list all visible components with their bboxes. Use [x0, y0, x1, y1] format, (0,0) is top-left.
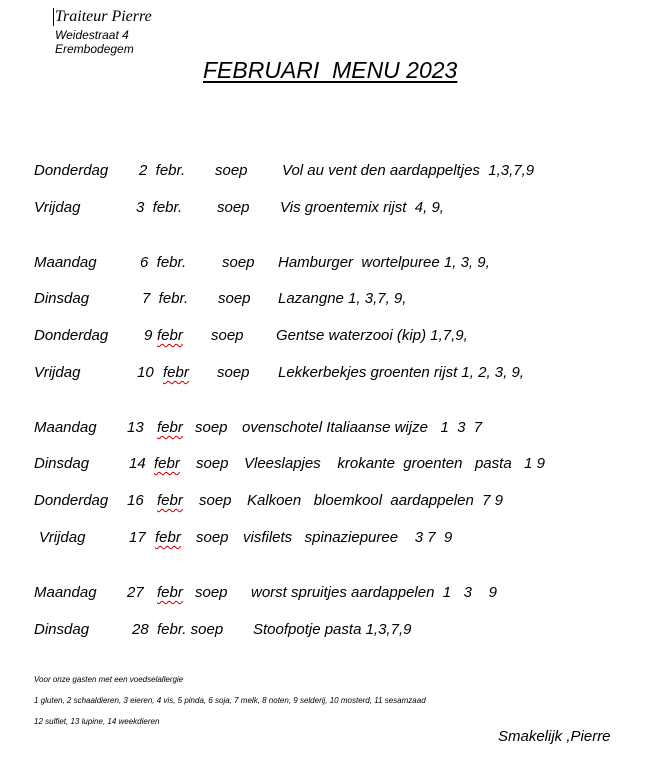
- menu-dish: Vol au vent den aardappeltjes 1,3,7,9: [282, 162, 535, 179]
- address-city: Erembodegem: [55, 42, 134, 56]
- menu-soup: soep: [195, 584, 228, 601]
- address-street: Weidestraat 4: [55, 28, 129, 42]
- menu-dish: Lekkerbekjes groenten rijst 1, 2, 3, 9,: [278, 364, 524, 381]
- menu-date-month: febr: [157, 419, 183, 436]
- menu-day: Donderdag: [34, 492, 109, 509]
- menu-date: 7 febr.: [142, 290, 189, 307]
- menu-soup: soep: [195, 419, 228, 436]
- company-name: Traiteur Pierre: [55, 8, 152, 25]
- menu-day: Maandag: [34, 254, 97, 271]
- menu-dish: ovenschotel Italiaanse wijze 1 3 7: [242, 419, 483, 436]
- menu-date-number: 13: [127, 419, 144, 436]
- menu-dish: Hamburger wortelpuree 1, 3, 9,: [278, 254, 490, 271]
- menu-soup: soep: [196, 529, 229, 546]
- text-cursor: [53, 8, 54, 26]
- menu-date-month: febr: [155, 529, 181, 546]
- menu-dish: Lazangne 1, 3,7, 9,: [278, 290, 407, 307]
- menu-day: Donderdag: [34, 162, 109, 179]
- menu-date-month: febr: [157, 584, 183, 601]
- allergy-list-2: 12 sulfiet, 13 lupine, 14 weekdieren: [34, 717, 160, 726]
- menu-dish: Kalkoen bloemkool aardappelen 7 9: [247, 492, 504, 509]
- menu-soup: soep: [215, 162, 248, 179]
- menu-date: 28 febr. soep: [132, 621, 224, 638]
- menu-date: 6 febr.: [140, 254, 187, 271]
- menu-dish: Gentse waterzooi (kip) 1,7,9,: [276, 327, 468, 344]
- menu-dish: Stoofpotje pasta 1,3,7,9: [253, 621, 412, 638]
- menu-soup: soep: [211, 327, 244, 344]
- menu-date: 3 febr.: [136, 199, 183, 216]
- menu-day: Maandag: [34, 419, 97, 436]
- allergy-intro: Voor onze gasten met een voedselallergie: [34, 675, 184, 684]
- menu-date-number: 10: [137, 364, 154, 381]
- menu-soup: soep: [217, 364, 250, 381]
- menu-date-number: 17: [129, 529, 146, 546]
- menu-day: Dinsdag: [34, 621, 90, 638]
- menu-date-number: 27: [127, 584, 144, 601]
- menu-date: 2 febr.: [139, 162, 186, 179]
- menu-soup: soep: [218, 290, 251, 307]
- menu-dish: Vis groentemix rijst 4, 9,: [280, 199, 444, 216]
- menu-day: Vrijdag: [34, 364, 81, 381]
- menu-date-number: 16: [127, 492, 144, 509]
- menu-soup: soep: [196, 455, 229, 472]
- menu-dish: worst spruitjes aardappelen 1 3 9: [251, 584, 497, 601]
- menu-day: Vrijdag: [34, 199, 81, 216]
- menu-day: Maandag: [34, 584, 97, 601]
- menu-date-month: febr: [163, 364, 189, 381]
- menu-soup: soep: [217, 199, 250, 216]
- menu-date-month: febr: [157, 327, 183, 344]
- page-title: FEBRUARI MENU 2023: [203, 57, 458, 83]
- menu-dish: Vleeslapjes krokante groenten pasta 1 9: [244, 455, 546, 472]
- menu-date-number: 14: [129, 455, 146, 472]
- menu-date-month: febr: [154, 455, 180, 472]
- menu-date-month: febr: [157, 492, 183, 509]
- menu-day: Donderdag: [34, 327, 109, 344]
- menu-dish: visfilets spinaziepuree 3 7 9: [243, 529, 453, 546]
- menu-day: Dinsdag: [34, 290, 90, 307]
- signature: Smakelijk ,Pierre: [498, 728, 611, 745]
- menu-soup: soep: [222, 254, 255, 271]
- menu-soup: soep: [199, 492, 232, 509]
- menu-day: Dinsdag: [34, 455, 90, 472]
- allergy-list-1: 1 gluten, 2 schaaldieren, 3 eieren, 4 vis, 5 pinda, 6 soja, 7 melk, 8 noten, 9 selderij, 10 mosterd, 11 sesamzaad: [34, 696, 426, 705]
- menu-day: Vrijdag: [39, 529, 86, 546]
- menu-date-number: 9: [144, 327, 153, 344]
